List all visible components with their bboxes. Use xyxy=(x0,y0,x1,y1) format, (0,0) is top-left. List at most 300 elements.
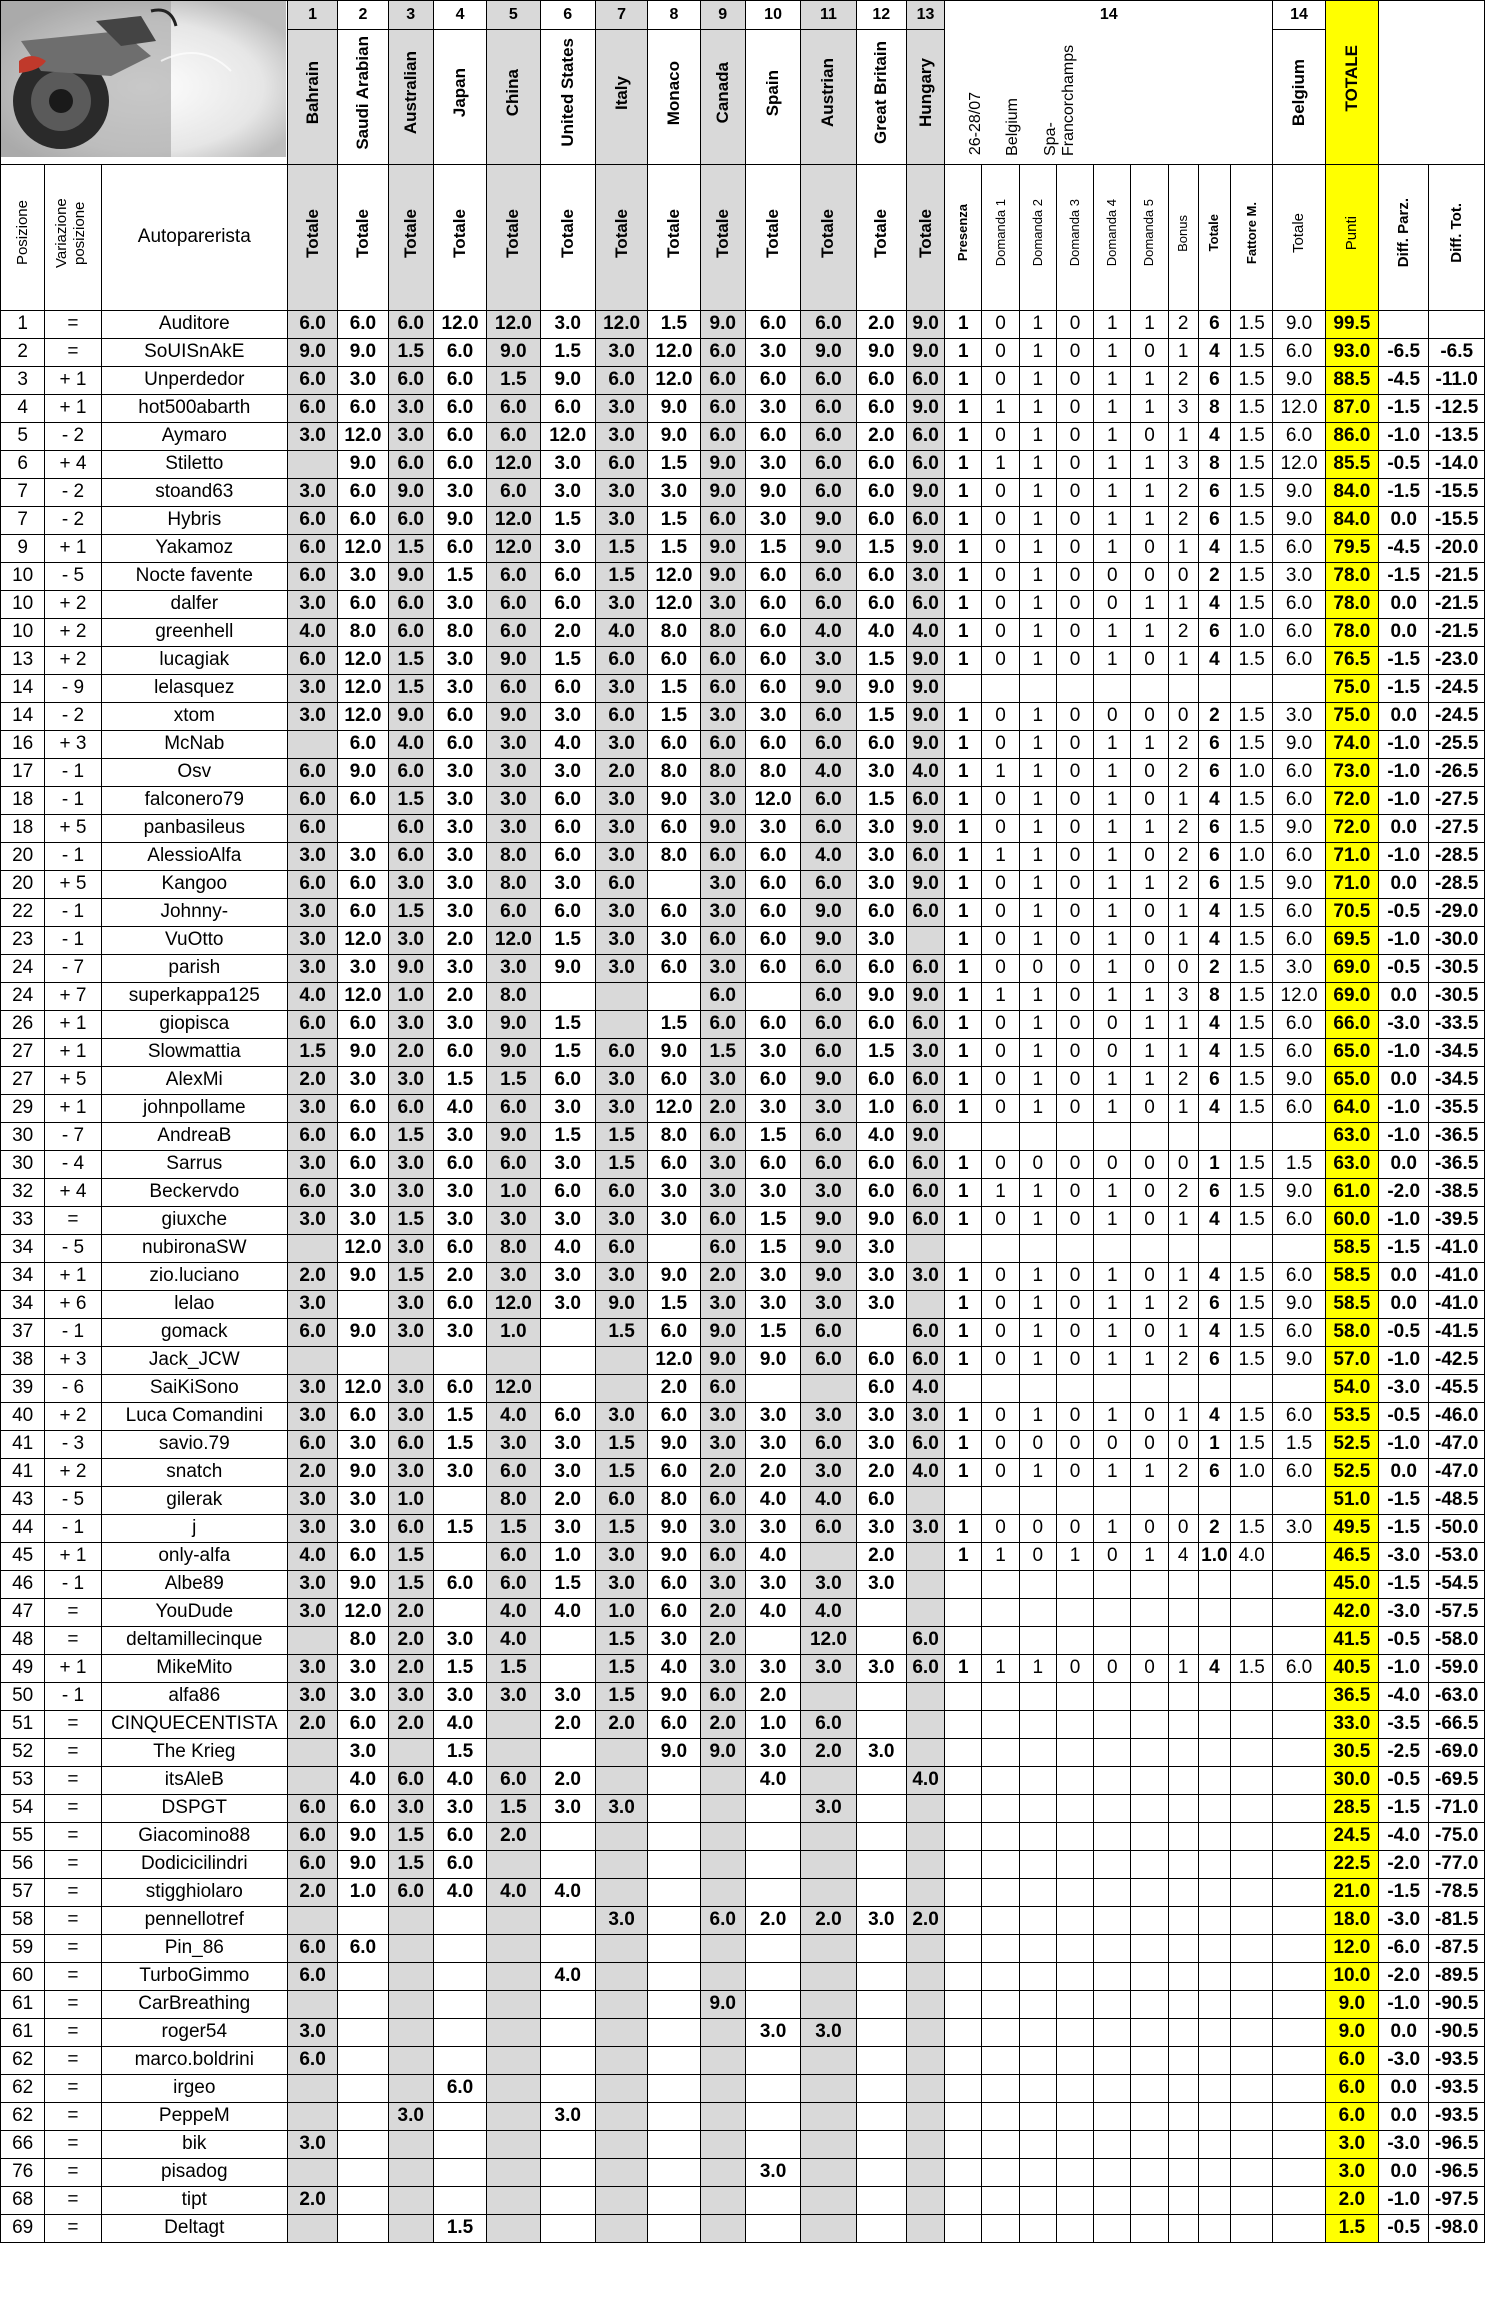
cell-belgium xyxy=(1273,1234,1325,1262)
cell-hungary: 9.0 xyxy=(906,534,944,562)
cell-totale-14: 8 xyxy=(1198,982,1230,1010)
cell-diff-parz: -2.0 xyxy=(1379,1178,1429,1206)
cell-domanda-4 xyxy=(1094,1234,1131,1262)
cell-punti: 41.5 xyxy=(1325,1626,1378,1654)
cell-diff-tot: -27.5 xyxy=(1429,786,1485,814)
cell-posizione: 61 xyxy=(1,1990,45,2018)
cell-monaco: 6.0 xyxy=(648,1402,700,1430)
cell-domanda-1: 0 xyxy=(982,730,1019,758)
cell-china: 1.5 xyxy=(487,1066,540,1094)
cell-monaco: 6.0 xyxy=(648,954,700,982)
round-number: 1 xyxy=(287,1,337,30)
cell-spain: 3.0 xyxy=(745,338,800,366)
round-number: 6 xyxy=(540,1,595,30)
cell-bonus: 1 xyxy=(1168,646,1198,674)
cell-autoparerista: Luca Comandini xyxy=(101,1402,287,1430)
race-name: Bahrain xyxy=(287,30,337,165)
cell-presenza xyxy=(945,1962,982,1990)
cell-belgium: 6.0 xyxy=(1273,842,1325,870)
cell-canada: 2.0 xyxy=(700,1262,745,1290)
cell-diff-parz: -1.0 xyxy=(1379,1122,1429,1150)
cell-diff-parz: 0.0 xyxy=(1379,814,1429,842)
cell-saudi: 12.0 xyxy=(338,926,388,954)
cell-domanda-3 xyxy=(1056,1682,1093,1710)
cell-monaco: 1.5 xyxy=(648,506,700,534)
cell-belgium: 3.0 xyxy=(1273,562,1325,590)
cell-usa: 3.0 xyxy=(540,1262,595,1290)
cell-diff-tot: -27.5 xyxy=(1429,814,1485,842)
cell-presenza: 1 xyxy=(945,870,982,898)
cell-australian: 3.0 xyxy=(388,1794,433,1822)
cell-diff-tot: -12.5 xyxy=(1429,394,1485,422)
cell-autoparerista: Osv xyxy=(101,758,287,786)
cell-australian: 9.0 xyxy=(388,702,433,730)
cell-diff-parz: -3.0 xyxy=(1379,1010,1429,1038)
cell-presenza: 1 xyxy=(945,1318,982,1346)
cell-fattore xyxy=(1230,1682,1272,1710)
cell-canada xyxy=(700,2018,745,2046)
cell-austrian: 3.0 xyxy=(801,1178,856,1206)
cell-diff-parz: -1.0 xyxy=(1379,1990,1429,2018)
cell-presenza: 1 xyxy=(945,898,982,926)
cell-canada: 6.0 xyxy=(700,1374,745,1402)
cell-china: 1.5 xyxy=(487,366,540,394)
cell-domanda-4 xyxy=(1094,2074,1131,2102)
cell-bahrain: 3.0 xyxy=(287,1290,337,1318)
cell-domanda-5 xyxy=(1131,2214,1168,2242)
cell-bonus: 1 xyxy=(1168,1010,1198,1038)
cell-domanda-1: 0 xyxy=(982,338,1019,366)
cell-posizione: 18 xyxy=(1,786,45,814)
cell-usa: 4.0 xyxy=(540,1878,595,1906)
cell-monaco: 9.0 xyxy=(648,1430,700,1458)
cell-japan: 1.5 xyxy=(433,1738,486,1766)
cell-domanda-5 xyxy=(1131,674,1168,702)
cell-autoparerista: itsAleB xyxy=(101,1766,287,1794)
cell-domanda-4 xyxy=(1094,1962,1131,1990)
cell-italy: 1.0 xyxy=(595,1598,647,1626)
cell-canada: 6.0 xyxy=(700,1234,745,1262)
cell-diff-tot: -45.5 xyxy=(1429,1374,1485,1402)
cell-britain: 3.0 xyxy=(856,1514,906,1542)
cell-domanda-3: 0 xyxy=(1056,1290,1093,1318)
cell-domanda-3: 0 xyxy=(1056,338,1093,366)
cell-fattore xyxy=(1230,2186,1272,2214)
cell-bonus: 1 xyxy=(1168,1402,1198,1430)
cell-china: 12.0 xyxy=(487,506,540,534)
cell-australian: 1.5 xyxy=(388,1570,433,1598)
cell-punti: 22.5 xyxy=(1325,1850,1378,1878)
cell-domanda-2 xyxy=(1019,1710,1056,1738)
cell-domanda-5 xyxy=(1131,1682,1168,1710)
cell-australian: 6.0 xyxy=(388,758,433,786)
cell-bonus: 1 xyxy=(1168,338,1198,366)
cell-australian: 6.0 xyxy=(388,1430,433,1458)
cell-japan: 1.5 xyxy=(433,1430,486,1458)
cell-bonus xyxy=(1168,1570,1198,1598)
table-row xyxy=(1,646,1485,674)
cell-fattore: 1.5 xyxy=(1230,814,1272,842)
cell-monaco: 8.0 xyxy=(648,1486,700,1514)
cell-belgium xyxy=(1273,1850,1325,1878)
cell-presenza xyxy=(945,1122,982,1150)
col-domanda-5: Domanda 5 xyxy=(1131,164,1168,310)
cell-saudi: 6.0 xyxy=(338,590,388,618)
cell-britain: 6.0 xyxy=(856,366,906,394)
cell-australian: 2.0 xyxy=(388,1710,433,1738)
cell-britain: 6.0 xyxy=(856,478,906,506)
cell-australian: 6.0 xyxy=(388,1094,433,1122)
cell-spain: 2.0 xyxy=(745,1458,800,1486)
cell-spain: 6.0 xyxy=(745,366,800,394)
cell-usa: 3.0 xyxy=(540,2102,595,2130)
cell-china: 9.0 xyxy=(487,1010,540,1038)
cell-spain: 3.0 xyxy=(745,2018,800,2046)
cell-austrian: 6.0 xyxy=(801,1318,856,1346)
cell-presenza xyxy=(945,1682,982,1710)
cell-britain: 6.0 xyxy=(856,1150,906,1178)
cell-bahrain: 3.0 xyxy=(287,478,337,506)
cell-bahrain: 3.0 xyxy=(287,954,337,982)
cell-fattore xyxy=(1230,1598,1272,1626)
table-row xyxy=(1,1990,1485,2018)
cell-posizione: 52 xyxy=(1,1738,45,1766)
cell-australian: 6.0 xyxy=(388,1514,433,1542)
cell-fattore: 1.0 xyxy=(1230,842,1272,870)
cell-domanda-4: 1 xyxy=(1094,506,1131,534)
cell-autoparerista: xtom xyxy=(101,702,287,730)
table-row xyxy=(1,2214,1485,2242)
cell-spain: 1.5 xyxy=(745,534,800,562)
cell-autoparerista: savio.79 xyxy=(101,1430,287,1458)
cell-domanda-4: 1 xyxy=(1094,534,1131,562)
cell-hungary xyxy=(906,1710,944,1738)
cell-posizione: 34 xyxy=(1,1234,45,1262)
col-fattore: Fattore M. xyxy=(1230,164,1272,310)
cell-spain: 6.0 xyxy=(745,562,800,590)
cell-posizione: 66 xyxy=(1,2130,45,2158)
cell-usa xyxy=(540,982,595,1010)
cell-diff-parz: -0.5 xyxy=(1379,954,1429,982)
cell-domanda-4 xyxy=(1094,1710,1131,1738)
cell-britain xyxy=(856,2102,906,2130)
cell-posizione: 50 xyxy=(1,1682,45,1710)
cell-domanda-2: 1 xyxy=(1019,1262,1056,1290)
cell-presenza xyxy=(945,2018,982,2046)
cell-belgium xyxy=(1273,1906,1325,1934)
cell-presenza: 1 xyxy=(945,814,982,842)
cell-usa: 2.0 xyxy=(540,1710,595,1738)
cell-domanda-2: 1 xyxy=(1019,646,1056,674)
cell-australian xyxy=(388,1738,433,1766)
cell-variazione: - 5 xyxy=(45,562,101,590)
cell-diff-tot: -23.0 xyxy=(1429,646,1485,674)
cell-diff-tot: -35.5 xyxy=(1429,1094,1485,1122)
cell-bonus: 1 xyxy=(1168,1094,1198,1122)
cell-saudi: 12.0 xyxy=(338,982,388,1010)
cell-canada: 6.0 xyxy=(700,366,745,394)
cell-domanda-4: 0 xyxy=(1094,1010,1131,1038)
cell-domanda-4: 0 xyxy=(1094,1038,1131,1066)
cell-punti: 60.0 xyxy=(1325,1206,1378,1234)
cell-domanda-3 xyxy=(1056,2214,1093,2242)
cell-hungary xyxy=(906,2214,944,2242)
cell-belgium xyxy=(1273,1878,1325,1906)
cell-domanda-3: 0 xyxy=(1056,786,1093,814)
cell-italy: 6.0 xyxy=(595,1486,647,1514)
cell-punti: 69.0 xyxy=(1325,982,1378,1010)
cell-usa xyxy=(540,2214,595,2242)
cell-japan: 1.5 xyxy=(433,1066,486,1094)
cell-diff-parz: 0.0 xyxy=(1379,590,1429,618)
cell-presenza: 1 xyxy=(945,1206,982,1234)
cell-usa: 1.5 xyxy=(540,926,595,954)
cell-monaco: 2.0 xyxy=(648,1374,700,1402)
cell-presenza: 1 xyxy=(945,1178,982,1206)
cell-diff-parz: 0.0 xyxy=(1379,2102,1429,2130)
cell-bonus: 1 xyxy=(1168,1262,1198,1290)
cell-monaco: 1.5 xyxy=(648,310,700,338)
cell-bonus: 2 xyxy=(1168,506,1198,534)
cell-autoparerista: Johnny- xyxy=(101,898,287,926)
cell-hungary xyxy=(906,2158,944,2186)
cell-domanda-5 xyxy=(1131,1234,1168,1262)
cell-autoparerista: TurboGimmo xyxy=(101,1962,287,1990)
cell-punti: 1.5 xyxy=(1325,2214,1378,2242)
cell-autoparerista: alfa86 xyxy=(101,1682,287,1710)
cell-japan: 6.0 xyxy=(433,338,486,366)
cell-spain: 3.0 xyxy=(745,1290,800,1318)
cell-saudi: 6.0 xyxy=(338,1010,388,1038)
cell-belgium xyxy=(1273,1794,1325,1822)
cell-posizione: 45 xyxy=(1,1542,45,1570)
cell-bahrain: 2.0 xyxy=(287,1066,337,1094)
cell-china: 6.0 xyxy=(487,1766,540,1794)
cell-domanda-1 xyxy=(982,2214,1019,2242)
cell-australian: 3.0 xyxy=(388,1682,433,1710)
cell-variazione: = xyxy=(45,2102,101,2130)
cell-italy: 6.0 xyxy=(595,1038,647,1066)
cell-japan: 6.0 xyxy=(433,1150,486,1178)
cell-saudi: 12.0 xyxy=(338,1374,388,1402)
cell-italy: 3.0 xyxy=(595,1206,647,1234)
cell-domanda-4 xyxy=(1094,1374,1131,1402)
cell-presenza: 1 xyxy=(945,1094,982,1122)
cell-austrian: 6.0 xyxy=(801,702,856,730)
cell-spain: 9.0 xyxy=(745,478,800,506)
table-row xyxy=(1,478,1485,506)
cell-variazione: + 3 xyxy=(45,730,101,758)
cell-hungary: 3.0 xyxy=(906,562,944,590)
cell-italy: 6.0 xyxy=(595,1234,647,1262)
table-row xyxy=(1,2102,1485,2130)
cell-saudi xyxy=(338,2214,388,2242)
cell-saudi: 9.0 xyxy=(338,758,388,786)
cell-austrian: 6.0 xyxy=(801,366,856,394)
cell-fattore xyxy=(1230,1934,1272,1962)
cell-canada: 9.0 xyxy=(700,562,745,590)
cell-diff-tot xyxy=(1429,310,1485,338)
cell-hungary xyxy=(906,2130,944,2158)
cell-monaco xyxy=(648,1850,700,1878)
cell-domanda-5: 1 xyxy=(1131,730,1168,758)
table-row xyxy=(1,1626,1485,1654)
round-number: 4 xyxy=(433,1,486,30)
cell-autoparerista: greenhell xyxy=(101,618,287,646)
cell-totale-14 xyxy=(1198,1850,1230,1878)
cell-italy: 1.5 xyxy=(595,534,647,562)
cell-domanda-2 xyxy=(1019,1234,1056,1262)
cell-fattore: 1.5 xyxy=(1230,1262,1272,1290)
cell-hungary: 3.0 xyxy=(906,1038,944,1066)
cell-italy: 3.0 xyxy=(595,1570,647,1598)
table-row xyxy=(1,506,1485,534)
cell-diff-tot: -54.5 xyxy=(1429,1570,1485,1598)
cell-usa: 2.0 xyxy=(540,1486,595,1514)
cell-presenza: 1 xyxy=(945,590,982,618)
table-row xyxy=(1,1458,1485,1486)
cell-domanda-2 xyxy=(1019,1570,1056,1598)
round-number: 12 xyxy=(856,1,906,30)
cell-fattore: 1.5 xyxy=(1230,506,1272,534)
cell-canada xyxy=(700,2186,745,2214)
cell-britain: 6.0 xyxy=(856,590,906,618)
cell-domanda-2 xyxy=(1019,1626,1056,1654)
cell-austrian: 6.0 xyxy=(801,1010,856,1038)
cell-diff-tot: -69.5 xyxy=(1429,1766,1485,1794)
cell-totale-14: 6 xyxy=(1198,1290,1230,1318)
cell-britain: 2.0 xyxy=(856,422,906,450)
cell-domanda-4: 1 xyxy=(1094,450,1131,478)
cell-monaco: 6.0 xyxy=(648,1710,700,1738)
cell-britain: 6.0 xyxy=(856,1066,906,1094)
cell-domanda-3: 0 xyxy=(1056,394,1093,422)
cell-monaco xyxy=(648,982,700,1010)
cell-posizione: 40 xyxy=(1,1402,45,1430)
cell-hungary: 4.0 xyxy=(906,1458,944,1486)
cell-totale-14 xyxy=(1198,1766,1230,1794)
cell-autoparerista: panbasileus xyxy=(101,814,287,842)
cell-posizione: 20 xyxy=(1,842,45,870)
cell-saudi: 3.0 xyxy=(338,842,388,870)
cell-autoparerista: hot500abarth xyxy=(101,394,287,422)
table-row xyxy=(1,1514,1485,1542)
cell-monaco: 6.0 xyxy=(648,730,700,758)
cell-japan: 2.0 xyxy=(433,926,486,954)
cell-domanda-1: 0 xyxy=(982,534,1019,562)
cell-totale-14 xyxy=(1198,1794,1230,1822)
cell-fattore xyxy=(1230,1990,1272,2018)
cell-diff-parz: -1.5 xyxy=(1379,674,1429,702)
cell-canada: 3.0 xyxy=(700,1290,745,1318)
cell-belgium: 9.0 xyxy=(1273,478,1325,506)
cell-domanda-2: 1 xyxy=(1019,870,1056,898)
cell-britain: 9.0 xyxy=(856,982,906,1010)
cell-diff-tot: -15.5 xyxy=(1429,478,1485,506)
cell-britain xyxy=(856,1318,906,1346)
cell-italy: 3.0 xyxy=(595,842,647,870)
cell-domanda-2: 1 xyxy=(1019,842,1056,870)
cell-italy: 3.0 xyxy=(595,730,647,758)
cell-variazione: - 5 xyxy=(45,1486,101,1514)
cell-canada: 6.0 xyxy=(700,646,745,674)
cell-japan: 3.0 xyxy=(433,1794,486,1822)
cell-australian: 3.0 xyxy=(388,870,433,898)
cell-belgium: 6.0 xyxy=(1273,646,1325,674)
cell-saudi xyxy=(338,814,388,842)
cell-totale-14 xyxy=(1198,2046,1230,2074)
cell-spain xyxy=(745,2130,800,2158)
cell-saudi: 9.0 xyxy=(338,450,388,478)
cell-hungary: 6.0 xyxy=(906,1150,944,1178)
cell-domanda-1: 0 xyxy=(982,870,1019,898)
cell-belgium xyxy=(1273,2018,1325,2046)
cell-saudi xyxy=(338,2102,388,2130)
cell-autoparerista: deltamillecinque xyxy=(101,1626,287,1654)
cell-spain xyxy=(745,1850,800,1878)
cell-posizione: 56 xyxy=(1,1850,45,1878)
cell-totale-14: 2 xyxy=(1198,702,1230,730)
cell-variazione: = xyxy=(45,1598,101,1626)
cell-italy: 9.0 xyxy=(595,1290,647,1318)
cell-domanda-2 xyxy=(1019,2018,1056,2046)
cell-totale-14: 1.0 xyxy=(1198,1542,1230,1570)
cell-spain: 6.0 xyxy=(745,646,800,674)
cell-domanda-5 xyxy=(1131,1766,1168,1794)
cell-china: 12.0 xyxy=(487,450,540,478)
cell-domanda-5: 0 xyxy=(1131,1094,1168,1122)
cell-fattore xyxy=(1230,2046,1272,2074)
cell-totale-14: 4 xyxy=(1198,1206,1230,1234)
cell-diff-tot: -30.5 xyxy=(1429,982,1485,1010)
cell-italy: 3.0 xyxy=(595,590,647,618)
cell-totale-14 xyxy=(1198,1122,1230,1150)
cell-domanda-5 xyxy=(1131,1934,1168,1962)
cell-variazione: + 2 xyxy=(45,618,101,646)
cell-britain xyxy=(856,2186,906,2214)
cell-britain: 1.5 xyxy=(856,534,906,562)
cell-domanda-1: 0 xyxy=(982,1066,1019,1094)
cell-china: 4.0 xyxy=(487,1878,540,1906)
cell-domanda-2 xyxy=(1019,2102,1056,2130)
cell-saudi: 3.0 xyxy=(338,1178,388,1206)
race-name: Austrian xyxy=(801,30,856,165)
cell-bonus: 2 xyxy=(1168,730,1198,758)
cell-monaco: 6.0 xyxy=(648,1598,700,1626)
cell-bonus: 0 xyxy=(1168,1150,1198,1178)
cell-hungary xyxy=(906,2074,944,2102)
cell-canada: 6.0 xyxy=(700,394,745,422)
cell-domanda-1 xyxy=(982,1570,1019,1598)
cell-italy: 1.5 xyxy=(595,1514,647,1542)
cell-fattore xyxy=(1230,1570,1272,1598)
cell-japan xyxy=(433,1934,486,1962)
cell-domanda-3 xyxy=(1056,1906,1093,1934)
cell-bahrain: 3.0 xyxy=(287,1682,337,1710)
cell-domanda-3 xyxy=(1056,1850,1093,1878)
cell-hungary xyxy=(906,1486,944,1514)
cell-punti: 51.0 xyxy=(1325,1486,1378,1514)
cell-presenza: 1 xyxy=(945,1346,982,1374)
cell-belgium: 9.0 xyxy=(1273,506,1325,534)
cell-totale-14: 6 xyxy=(1198,478,1230,506)
cell-diff-parz: 0.0 xyxy=(1379,1262,1429,1290)
cell-belgium: 9.0 xyxy=(1273,730,1325,758)
cell-diff-parz: -1.0 xyxy=(1379,926,1429,954)
cell-fattore: 1.5 xyxy=(1230,1010,1272,1038)
cell-bahrain: 6.0 xyxy=(287,2046,337,2074)
cell-saudi: 9.0 xyxy=(338,1038,388,1066)
